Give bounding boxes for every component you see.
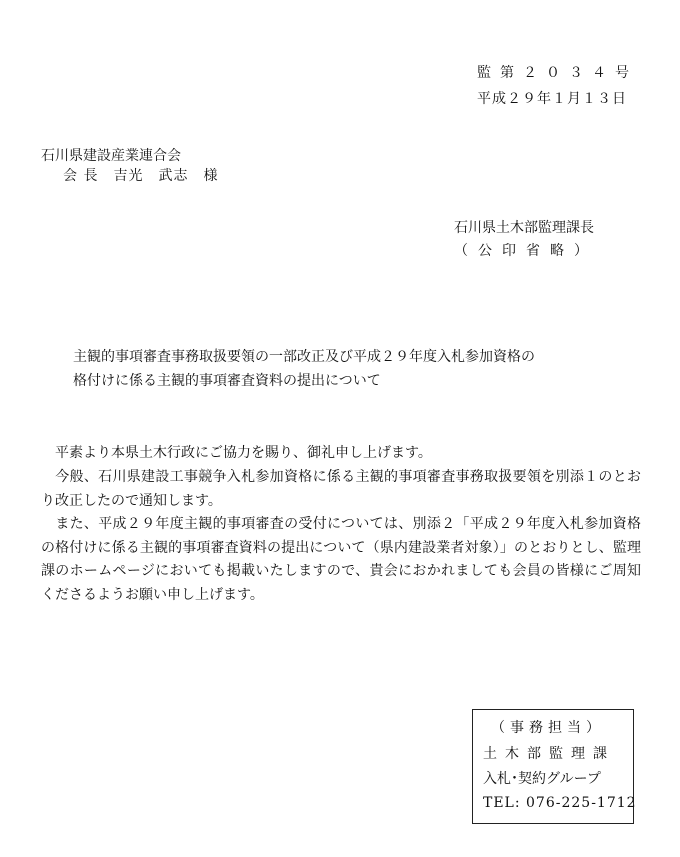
seal-omitted-note: （公印省略） (454, 243, 598, 259)
contact-telephone: TEL: 076-225-1712 (483, 795, 637, 811)
addressee-person: 会 長 吉光 武志 様 (63, 168, 219, 184)
document-date: 平成２９年１月１３日 (477, 91, 627, 107)
contact-department: 土木部監理課 (483, 746, 615, 762)
body-paragraph-1: 平素より本県土木行政にご協力を賜り、御礼申し上げます。 (55, 445, 432, 461)
contact-group: 入札･契約グループ (483, 771, 601, 787)
contact-box (472, 709, 637, 824)
addressee-organization: 石川県建設産業連合会 (41, 148, 181, 164)
contact-title: （事務担当） (491, 720, 605, 736)
sender-department: 石川県土木部監理課長 (454, 220, 594, 236)
document-number: 監第２０３４号 (477, 65, 638, 81)
body-paragraph-3: また、平成２９年度主観的事項審査の受付については、別添２「平成２９年度入札参加資格の格付けに係る主観的事項審査資料の提出について（県内建設業者対象）」のとおりとし、監理課のホームページにおいても掲載いたしますので、貴会におかれましても会員の皆様にご周知くださるようお願い申し上げます。 (41, 516, 642, 603)
subject-line-2: 格付けに係る主観的事項審査資料の提出について (73, 373, 381, 389)
body-paragraph-2: 今般、石川県建設工事競争入札参加資格に係る主観的事項審査事務取扱要領を別添１のとおり改正したので通知します。 (41, 469, 642, 509)
subject-line-1: 主観的事項審査事務取扱要領の一部改正及び平成２９年度入札参加資格の (73, 349, 535, 365)
